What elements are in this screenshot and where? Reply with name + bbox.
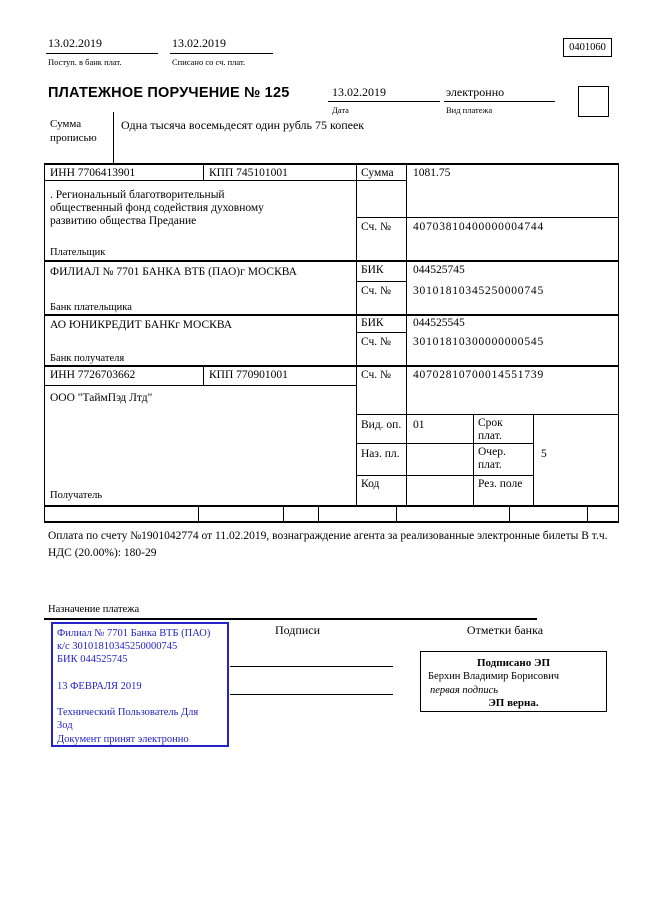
esign-verify: ЭП верна. — [488, 696, 539, 709]
table-border — [283, 505, 284, 521]
bank-stamp-line — [57, 667, 223, 680]
payment-kind-label: Вид платежа — [446, 105, 493, 115]
table-border — [44, 314, 619, 316]
payer-account: 40703810400000004744 — [413, 221, 544, 233]
payer-name-line: развитию общества Предание — [50, 215, 197, 227]
table-border — [356, 281, 407, 282]
op-kind-label: Вид. оп. — [361, 419, 402, 431]
form-code: 0401060 — [569, 42, 606, 53]
table-border — [509, 505, 510, 521]
table-border — [406, 163, 407, 505]
received-date-underline — [46, 53, 158, 54]
bank-stamp-line: Зод — [57, 720, 73, 732]
beneficiary-bank-bik-label: БИК — [361, 317, 384, 329]
signature-line — [230, 694, 393, 695]
esign-sub: первая подпись — [430, 684, 499, 696]
table-border — [618, 163, 619, 523]
purpose-underline — [44, 618, 537, 620]
doc-date-label: Дата — [332, 105, 349, 115]
purpose-text: Оплата по счету №1901042774 от 11.02.2019, вознаграждение агента за реализованные электронные билеты В т.ч. НДС (20.00%): 180-29 — [48, 530, 608, 559]
table-border — [396, 505, 397, 521]
received-date: 13.02.2019 — [48, 36, 102, 50]
doc-date-underline — [328, 101, 440, 102]
esign-title: Подписано ЭП — [476, 657, 551, 669]
beneficiary-bank-bik: 044525545 — [413, 317, 465, 329]
priority-value: 5 — [541, 448, 547, 460]
priority-label: Очер. плат. — [478, 446, 506, 471]
payer-kpp: КПП 745101001 — [209, 167, 288, 179]
bank-stamp-line: БИК 044525745 — [57, 654, 128, 666]
payer-bank-bik-label: БИК — [361, 264, 384, 276]
esign-box — [420, 651, 607, 712]
debited-date-label: Списано со сч. плат. — [172, 57, 246, 67]
payer-name-line: . Региональный благотворительный — [50, 189, 225, 201]
table-border — [44, 260, 619, 262]
doc-title: ПЛАТЕЖНОЕ ПОРУЧЕНИЕ № 125 — [48, 85, 290, 101]
debited-date-underline — [170, 53, 273, 54]
table-border — [356, 332, 407, 333]
bank-stamp-line — [57, 693, 223, 706]
received-date-label: Поступ. в банк плат. — [48, 57, 122, 67]
reserve-label: Рез. поле — [478, 478, 523, 490]
table-border — [198, 505, 199, 521]
beneficiary-label: Получатель — [50, 490, 103, 501]
table-border — [44, 385, 357, 386]
payer-bank-name: ФИЛИАЛ № 7701 БАНКА ВТБ (ПАО)г МОСКВА — [50, 266, 297, 278]
purpose-code-label: Наз. пл. — [361, 448, 400, 460]
table-border — [356, 475, 534, 476]
table-border — [318, 505, 319, 521]
table-border — [587, 505, 588, 521]
purpose-label: Назначение платежа — [48, 604, 140, 615]
code-label: Код — [361, 478, 380, 490]
table-border — [356, 414, 618, 415]
bank-stamp-line: Технический Пользователь Для — [57, 707, 199, 719]
table-border — [356, 443, 534, 444]
amount-in-words-label: Сумма прописью — [50, 118, 97, 144]
bank-stamp-line: Филиал № 7701 Банка ВТБ (ПАО) — [57, 628, 211, 639]
beneficiary-bank-name: АО ЮНИКРЕДИТ БАНКг МОСКВА — [50, 319, 233, 331]
table-border — [44, 505, 619, 507]
beneficiary-account: 40702810700014551739 — [413, 369, 544, 381]
beneficiary-kpp: КПП 770901001 — [209, 369, 288, 381]
op-kind-value: 01 — [413, 419, 425, 431]
table-border — [533, 414, 534, 505]
debited-date: 13.02.2019 — [172, 36, 226, 50]
bank-stamp-line: 13 ФЕВРАЛЯ 2019 — [57, 680, 142, 692]
payer-bank-account-label: Сч. № — [361, 285, 392, 297]
esign-name: Берхин Владимир Борисович — [428, 671, 559, 682]
payment-kind-underline — [444, 101, 555, 102]
bank-stamp-line: к/с 30101810345250000745 — [57, 641, 178, 653]
bank-stamp-line: Документ принят электронно — [57, 733, 189, 745]
beneficiary-account-label: Сч. № — [361, 369, 392, 381]
signatures-header: Подписи — [274, 623, 321, 637]
due-date-label: Срок плат. — [478, 417, 503, 442]
table-border — [473, 414, 474, 505]
amount-words-divider — [113, 112, 114, 163]
payer-label: Плательщик — [50, 247, 106, 258]
table-border — [44, 365, 619, 367]
payment-kind-box — [578, 86, 609, 117]
beneficiary-bank-label: Банк получателя — [50, 353, 125, 364]
bank-stamp — [51, 622, 229, 747]
signature-line — [230, 666, 393, 667]
payer-name-line: общественный фонд содействия духовному — [50, 202, 264, 214]
table-border — [356, 163, 357, 505]
payer-bank-label: Банк плательщика — [50, 302, 132, 313]
beneficiary-bank-account: 30101810300000000545 — [413, 336, 544, 348]
bank-marks-header: Отметки банка — [466, 623, 544, 637]
table-border — [44, 180, 406, 181]
payer-account-label: Сч. № — [361, 221, 392, 233]
payment-kind: электронно — [446, 85, 505, 99]
table-border — [44, 521, 619, 523]
table-border — [356, 217, 618, 218]
table-border — [203, 163, 204, 181]
table-border — [203, 365, 204, 386]
table-border — [44, 163, 619, 165]
payer-inn: ИНН 7706413901 — [50, 167, 136, 179]
doc-date: 13.02.2019 — [332, 85, 386, 99]
payer-bank-bik: 044525745 — [413, 264, 465, 276]
beneficiary-inn: ИНН 7726703662 — [50, 369, 136, 381]
form-code-box — [563, 38, 612, 57]
beneficiary-bank-account-label: Сч. № — [361, 336, 392, 348]
amount-value: 1081.75 — [413, 167, 451, 179]
payer-bank-account: 30101810345250000745 — [413, 285, 544, 297]
table-border — [44, 163, 45, 523]
beneficiary-name: ООО "ТаймПэд Лтд" — [50, 392, 153, 404]
amount-in-words: Одна тысяча восемьдесят один рубль 75 копеек — [121, 118, 365, 132]
amount-label: Сумма — [361, 167, 394, 179]
